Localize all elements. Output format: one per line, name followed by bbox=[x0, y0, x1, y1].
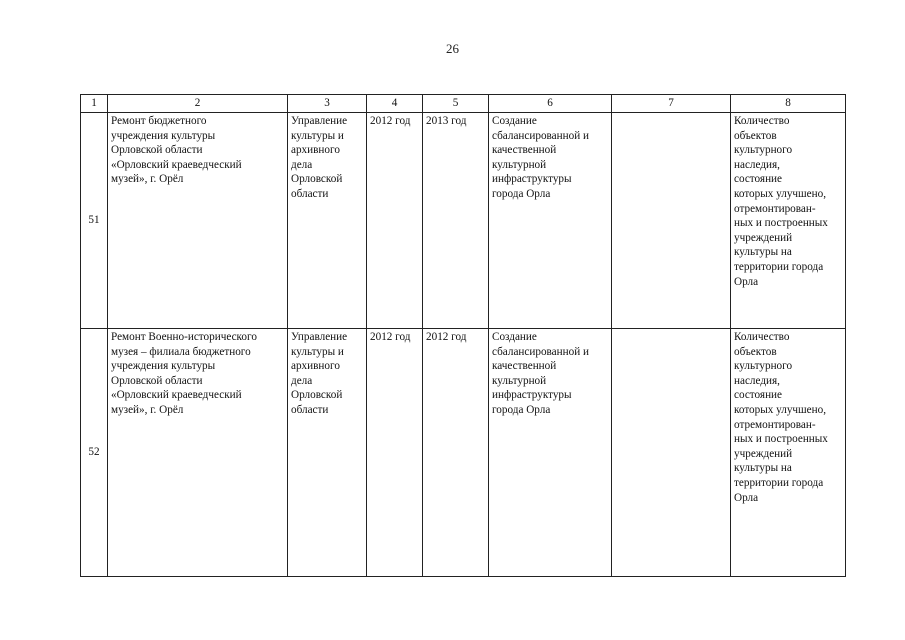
start-year: 2012 год bbox=[367, 329, 423, 577]
end-year: 2012 год bbox=[423, 329, 489, 577]
program-table bbox=[80, 94, 846, 577]
page-number: 26 bbox=[446, 41, 459, 56]
row-number: 51 bbox=[81, 113, 108, 329]
end-year: 2013 год bbox=[423, 113, 489, 329]
table-row bbox=[81, 329, 846, 577]
column-7-cell bbox=[612, 329, 731, 577]
event-name: Ремонт Военно-исторического музея – филиала бюджетного учреждения культуры Орловской области «Орловский краеведческий музей», г. Орёл bbox=[108, 329, 288, 577]
column-7-cell bbox=[612, 113, 731, 329]
event-name: Ремонт бюджетного учреждения культуры Орловской области «Орловский краеведческий музей», г. Орёл bbox=[108, 113, 288, 329]
header-row bbox=[81, 95, 846, 113]
indicator: Количество объектов культурного наследия, состояние которых улучшено, отремонтирован- ных и построенных учреждений культуры на территории города Орла bbox=[731, 329, 846, 577]
goal: Создание сбалансированной и качественной культурной инфраструктуры города Орла bbox=[489, 329, 612, 577]
header-col-1: 1 bbox=[81, 95, 108, 113]
header-col-7: 7 bbox=[612, 95, 731, 113]
goal: Создание сбалансированной и качественной культурной инфраструктуры города Орла bbox=[489, 113, 612, 329]
start-year: 2012 год bbox=[367, 113, 423, 329]
header-col-6: 6 bbox=[489, 95, 612, 113]
row-number: 52 bbox=[81, 329, 108, 577]
table-row bbox=[81, 113, 846, 329]
header-col-3: 3 bbox=[288, 95, 367, 113]
executor: Управление культуры и архивного дела Орловской области bbox=[288, 329, 367, 577]
header-col-5: 5 bbox=[423, 95, 489, 113]
executor: Управление культуры и архивного дела Орловской области bbox=[288, 113, 367, 329]
header-col-4: 4 bbox=[367, 95, 423, 113]
header-col-2: 2 bbox=[108, 95, 288, 113]
indicator: Количество объектов культурного наследия, состояние которых улучшено, отремонтирован- ных и построенных учреждений культуры на территории города Орла bbox=[731, 113, 846, 329]
header-col-8: 8 bbox=[731, 95, 846, 113]
